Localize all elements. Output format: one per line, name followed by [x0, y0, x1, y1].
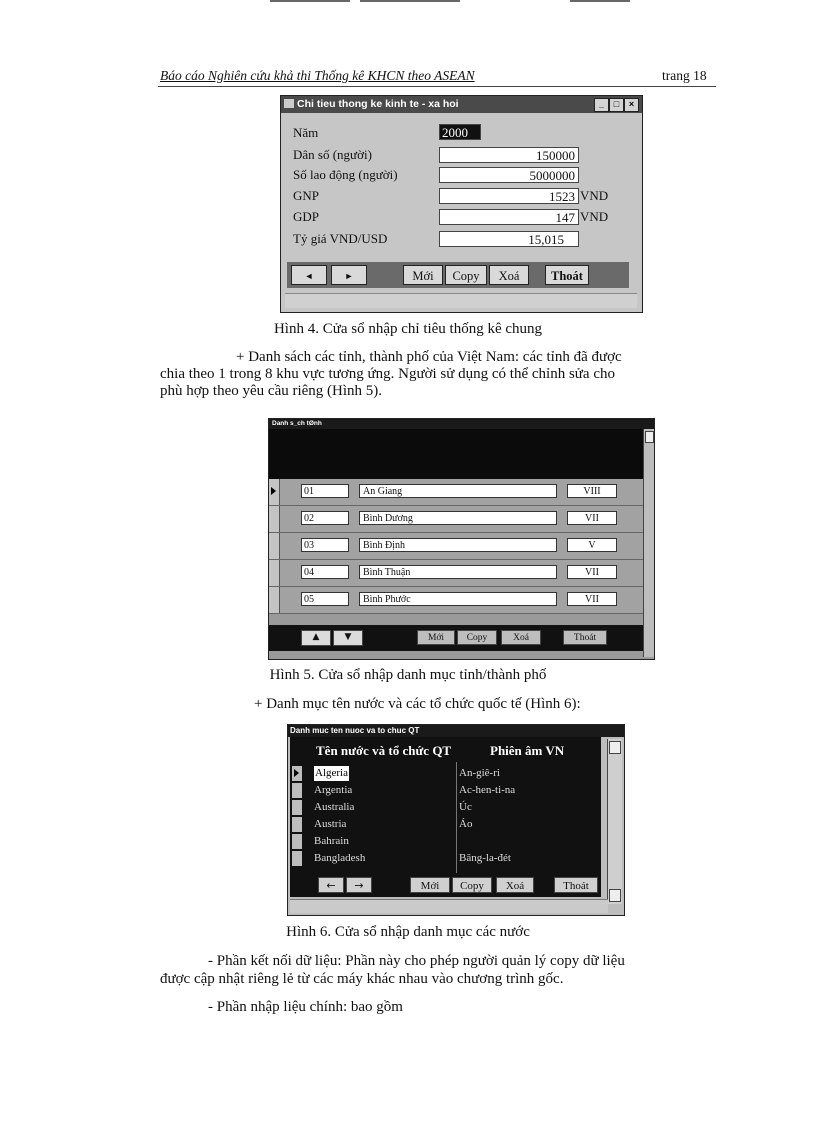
country-datasheet — [290, 737, 601, 887]
region-input[interactable]: VIII — [567, 484, 617, 498]
province-record — [269, 533, 643, 560]
figure4-caption: Hình 4. Cửa sổ nhập chỉ tiêu thống kê chung — [273, 321, 543, 337]
record-selector[interactable] — [269, 479, 280, 505]
para2-line1: + Danh mục tên nước và các tổ chức quốc tế (Hình 6): — [254, 696, 581, 712]
header-report-title: Báo cáo Nghiên cứu khả thi Thống kê KHCN theo ASEAN — [160, 68, 475, 83]
province-name-input[interactable]: Bình Thuận — [359, 565, 557, 579]
labor-input[interactable]: 5000000 — [439, 167, 579, 183]
region-input[interactable]: VII — [567, 565, 617, 579]
record-selector[interactable] — [292, 800, 302, 815]
next-record-button[interactable]: ► — [331, 265, 367, 285]
country-name-cell[interactable]: Australia — [314, 801, 355, 813]
province-name-input[interactable]: Bình Dương — [359, 511, 557, 525]
down-arrow-button[interactable]: ▼ — [333, 630, 363, 646]
province-code-input[interactable]: 04 — [301, 565, 349, 579]
new-button[interactable]: Mới — [403, 265, 443, 285]
field-label-gnp: GNP — [293, 188, 320, 203]
province-record — [269, 506, 643, 533]
current-record-icon — [271, 487, 276, 495]
header-rule — [158, 86, 716, 87]
record-selector[interactable] — [292, 766, 302, 781]
field-label-year: Năm — [293, 125, 319, 140]
year-input[interactable]: 2000 — [439, 124, 481, 140]
figure6-caption: Hình 6. Cửa sổ nhập danh mục các nước — [286, 924, 530, 940]
delete-button[interactable]: Xoá — [489, 265, 529, 285]
province-name-input[interactable]: Bình Phước — [359, 592, 557, 606]
country-row[interactable] — [290, 765, 601, 782]
copy-button[interactable]: Copy — [452, 877, 492, 893]
country-vn-cell[interactable]: Áo — [459, 818, 473, 830]
province-code-input[interactable]: 05 — [301, 592, 349, 606]
maximize-button[interactable]: □ — [609, 98, 624, 112]
gnp-input[interactable]: 1523 — [439, 188, 579, 204]
exchange-rate-input[interactable]: 15,015 — [439, 231, 579, 247]
column-header-name: Tên nước và tổ chức QT — [316, 743, 452, 758]
gnp-unit: VND — [580, 188, 609, 203]
up-arrow-button[interactable]: ▲ — [301, 630, 331, 646]
new-button[interactable]: Mới — [410, 877, 450, 893]
para1-line1: + Danh sách các tỉnh, thành phố của Việt Nam: các tỉnh đã được — [236, 349, 622, 365]
country-row[interactable] — [290, 799, 601, 816]
next-record-button[interactable]: → — [346, 877, 372, 893]
country-vn-cell[interactable]: Băng-la-đét — [459, 852, 511, 864]
record-selector[interactable] — [292, 851, 302, 866]
copy-button[interactable]: Copy — [445, 265, 487, 285]
new-button[interactable]: Mới — [417, 630, 455, 645]
province-name-input[interactable]: Bình Định — [359, 538, 557, 552]
province-record — [269, 479, 643, 506]
delete-button[interactable]: Xoá — [501, 630, 541, 645]
country-name-cell[interactable]: Algeria — [315, 767, 348, 779]
figure5-caption: Hình 5. Cửa sổ nhập danh mục tỉnh/thành phố — [269, 667, 547, 683]
exit-button[interactable]: Thoát — [554, 877, 598, 893]
field-label-labor: Số lao động (người) — [293, 167, 398, 182]
copy-button[interactable]: Copy — [457, 630, 497, 645]
province-record — [269, 560, 643, 587]
country-name-cell[interactable]: Argentia — [314, 784, 353, 796]
para3-line2: được cập nhật riêng lẻ từ các máy khác nhau vào chương trình gốc. — [160, 971, 564, 987]
exit-button[interactable]: Thoát — [545, 265, 589, 285]
country-vn-cell[interactable]: An-giê-ri — [459, 767, 500, 779]
country-vn-cell[interactable]: Úc — [459, 801, 472, 813]
minimize-button[interactable]: _ — [594, 98, 609, 112]
window-title: Danh muc ten nuoc va to chuc QT — [288, 725, 624, 737]
prev-record-button[interactable]: ← — [318, 877, 344, 893]
app-icon — [284, 99, 294, 108]
province-code-input[interactable]: 01 — [301, 484, 349, 498]
province-list-window — [268, 418, 655, 660]
country-name-cell[interactable]: Bangladesh — [314, 852, 366, 864]
top-scan-marks — [270, 0, 670, 4]
scroll-down-icon[interactable] — [609, 889, 621, 902]
province-name-input[interactable]: An Giang — [359, 484, 557, 498]
window-button-bar — [290, 873, 601, 897]
vertical-scrollbar[interactable] — [607, 739, 622, 904]
record-selector[interactable] — [269, 587, 280, 613]
para1-line3: phù hợp theo yêu cầu riêng (Hình 5). — [160, 383, 383, 399]
country-vn-cell[interactable]: Ac-hen-ti-na — [459, 784, 516, 796]
record-selector[interactable] — [292, 834, 302, 849]
exit-button[interactable]: Thoát — [563, 630, 607, 645]
window-button-bar — [269, 625, 643, 651]
column-header-vn: Phiên âm VN — [490, 743, 565, 758]
close-button[interactable]: × — [624, 98, 639, 112]
record-selector[interactable] — [269, 506, 280, 532]
economic-indicators-window — [280, 95, 643, 313]
para3-line1: - Phần kết nối dữ liệu: Phần này cho phép người quản lý copy dữ liệu — [208, 953, 625, 969]
field-label-exchange-rate: Tỷ giá VND/USD — [293, 231, 388, 246]
population-input[interactable]: 150000 — [439, 147, 579, 163]
window-button-bar — [287, 262, 629, 288]
vertical-scrollbar[interactable] — [643, 429, 654, 657]
country-list-window — [287, 724, 625, 916]
header-page-number: trang 18 — [662, 68, 707, 83]
gdp-unit: VND — [580, 209, 609, 224]
gdp-input[interactable]: 147 — [439, 209, 579, 225]
region-input[interactable]: V — [567, 538, 617, 552]
prev-record-button[interactable]: ◄ — [291, 265, 327, 285]
status-bar — [285, 293, 637, 308]
field-label-population: Dân số (người) — [293, 147, 372, 162]
record-selector[interactable] — [292, 817, 302, 832]
country-row[interactable] — [290, 782, 601, 799]
field-label-gdp: GDP — [293, 209, 320, 224]
country-name-cell[interactable]: Austria — [314, 818, 347, 830]
country-row[interactable] — [290, 850, 601, 867]
window-title: Danh s_ch tØnh — [269, 419, 654, 429]
scroll-up-icon[interactable] — [645, 431, 654, 443]
region-input[interactable]: VII — [567, 592, 617, 606]
form-header-band — [269, 429, 643, 479]
scroll-up-icon[interactable] — [609, 741, 621, 754]
record-selector[interactable] — [292, 783, 302, 798]
window-titlebar — [281, 96, 642, 113]
province-record — [269, 587, 643, 614]
status-bar — [290, 899, 608, 913]
province-code-input[interactable]: 02 — [301, 511, 349, 525]
record-selector[interactable] — [269, 533, 280, 559]
para4-line1: - Phần nhập liệu chính: bao gồm — [208, 999, 403, 1015]
current-record-icon — [294, 769, 299, 777]
country-row[interactable] — [290, 833, 601, 850]
country-row[interactable] — [290, 816, 601, 833]
country-name-cell[interactable]: Bahrain — [314, 835, 349, 847]
record-selector[interactable] — [269, 560, 280, 586]
para1-line2: chia theo 1 trong 8 khu vực tương ứng. Người sử dụng có thể chỉnh sửa cho — [160, 366, 615, 382]
region-input[interactable]: VII — [567, 511, 617, 525]
window-title: Chi tieu thong ke kinh te - xa hoi — [297, 98, 459, 110]
province-code-input[interactable]: 03 — [301, 538, 349, 552]
delete-button[interactable]: Xoá — [496, 877, 534, 893]
